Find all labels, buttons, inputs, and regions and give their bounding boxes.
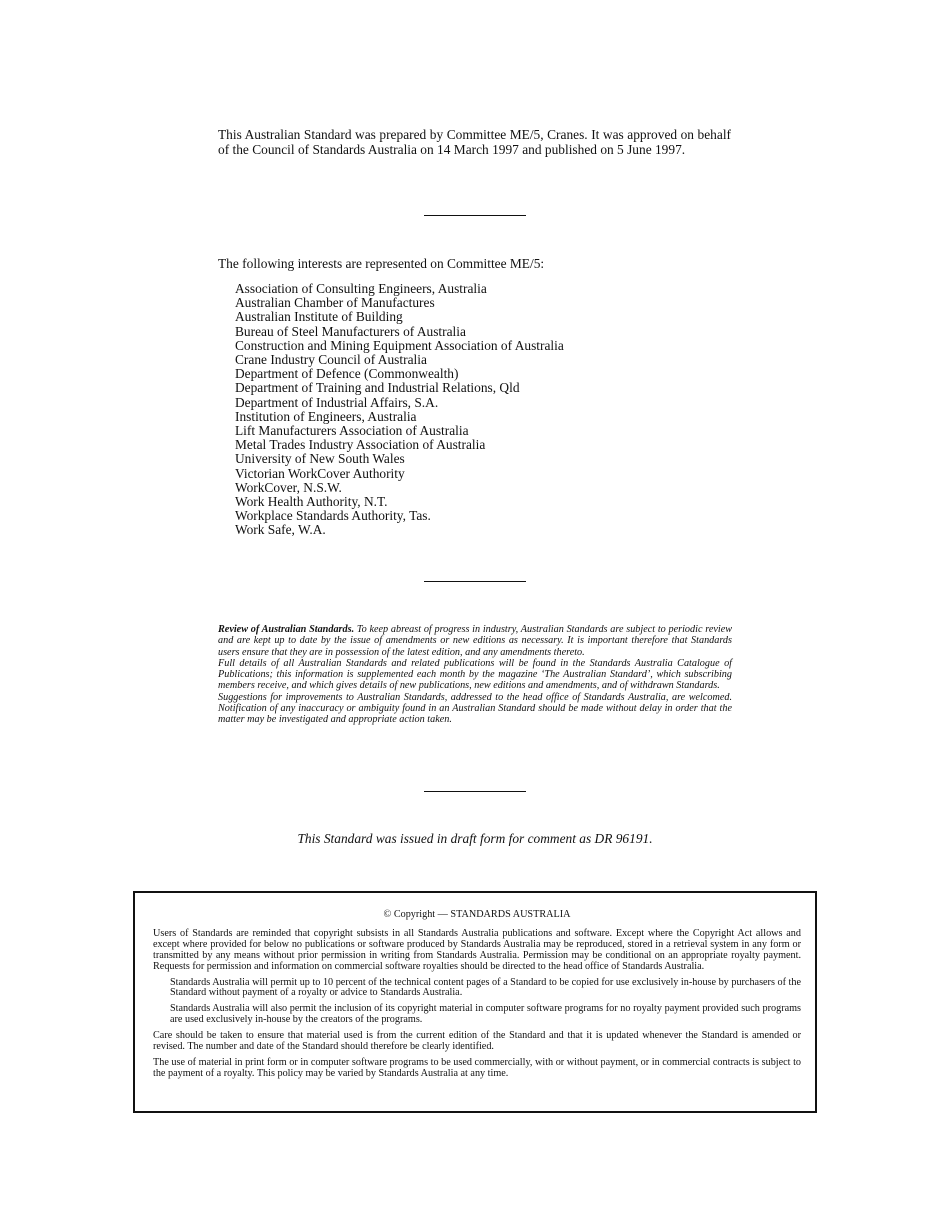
review-text: To keep abreast of progress in industry, Australian Standards are subject to periodic review and are kept up to date by the issue of amendments or new editions as necessary. It is important therefore that Standards users ensure that they are in possession of the latest edition, and any amendments thereto. [218, 624, 733, 658]
copyright-content [153, 910, 801, 1085]
list-item: WorkCover, N.S.W. [235, 479, 342, 495]
review-paragraph: Full details of all Australian Standards and related publications will be found in the Standards Australia Catalogue of Publications; this information is supplemented each month by the magazine ‘The Australian Standard’, which subscribing members receive, and which gives details of new publications, new editions and amendments, and of withdrawn Standards. [218, 657, 732, 692]
section-divider [424, 791, 526, 792]
list-item: Department of Training and Industrial Relations, Qld [235, 380, 520, 396]
list-item: Association of Consulting Engineers, Australia [235, 281, 487, 296]
section-divider [424, 215, 526, 216]
list-item: Workplace Standards Authority, Tas. [235, 508, 431, 524]
copyright-paragraph: Care should be taken to ensure that material used is from the current edition of the Standard and that it is updated whenever the Standard is amended or revised. The number and date of the Standard should therefore be clearly identified. [153, 1030, 801, 1053]
list-item: Institution of Engineers, Australia [235, 408, 417, 424]
list-item: Victorian WorkCover Authority [235, 465, 405, 481]
copyright-box [133, 891, 817, 1113]
list-item: Australian Chamber of Manufactures [235, 295, 435, 311]
list-item: Metal Trades Industry Association of Australia [235, 437, 486, 453]
list-item: Department of Defence (Commonwealth) [235, 366, 459, 382]
list-item: Crane Industry Council of Australia [235, 352, 427, 368]
copyright-title: © Copyright — STANDARDS AUSTRALIA [383, 909, 571, 920]
list-item: Department of Industrial Affairs, S.A. [235, 394, 439, 410]
list-item: Work Safe, W.A. [235, 522, 326, 538]
copyright-paragraph: Standards Australia will also permit the inclusion of its copyright material in computer software programs for no royalty payment provided such programs are used exclusively in-house by the creators of the programs. [170, 1003, 801, 1026]
copyright-paragraph: Standards Australia will permit up to 10 percent of the technical content pages of a Standard to be copied for use exclusively in-house by purchasers of the Standard without payment of a royalty or advice to Standards Australia. [170, 976, 801, 999]
list-item: Work Health Authority, N.T. [235, 494, 388, 510]
committee-interests-heading: The following interests are represented on Committee ME/5: [218, 256, 545, 271]
list-item: Construction and Mining Equipment Association of Australia [235, 337, 564, 353]
list-item: Lift Manufacturers Association of Australia [235, 423, 469, 439]
review-notice [218, 624, 732, 726]
review-paragraph [218, 624, 732, 658]
section-divider [424, 581, 526, 582]
draft-notice: This Standard was issued in draft form for comment as DR 96191. [297, 831, 653, 846]
preparation-statement: This Australian Standard was prepared by Committee ME/5, Cranes. It was approved on behalf of the Council of Standards Australia on 14 March 1997 and published on 5 June 1997. [218, 127, 731, 157]
list-item: Bureau of Steel Manufacturers of Australia [235, 323, 466, 339]
review-paragraph: Suggestions for improvements to Australian Standards, addressed to the head office of Standards Australia, are welcomed. Notification of any inaccuracy or ambiguity found in an Australian Standard should be made without delay in order that the matter may be investigated and appropriate action taken. [218, 691, 732, 726]
list-item: University of New South Wales [235, 451, 405, 467]
committee-interests-list [235, 282, 755, 538]
list-item: Australian Institute of Building [235, 309, 403, 325]
review-title: Review of Australian Standards. [218, 624, 355, 635]
copyright-paragraph: Users of Standards are reminded that copyright subsists in all Standards Australia publications and software. Except where the Copyright Act allows and except where provided for below no publications or software produced by Standards Australia may be reproduced, stored in a retrieval system in any form or transmitted by any means without prior permission in writing from Standards Australia. Permission may be conditional on an appropriate royalty payment. Requests for permission and information on commercial software royalties should be directed to the head office of Standards Australia. [153, 927, 801, 972]
copyright-paragraph: The use of material in print form or in computer software programs to be used commercially, with or without payment, or in commercial contracts is subject to the payment of a royalty. This policy may be varied by Standards Australia at any time. [153, 1056, 801, 1079]
